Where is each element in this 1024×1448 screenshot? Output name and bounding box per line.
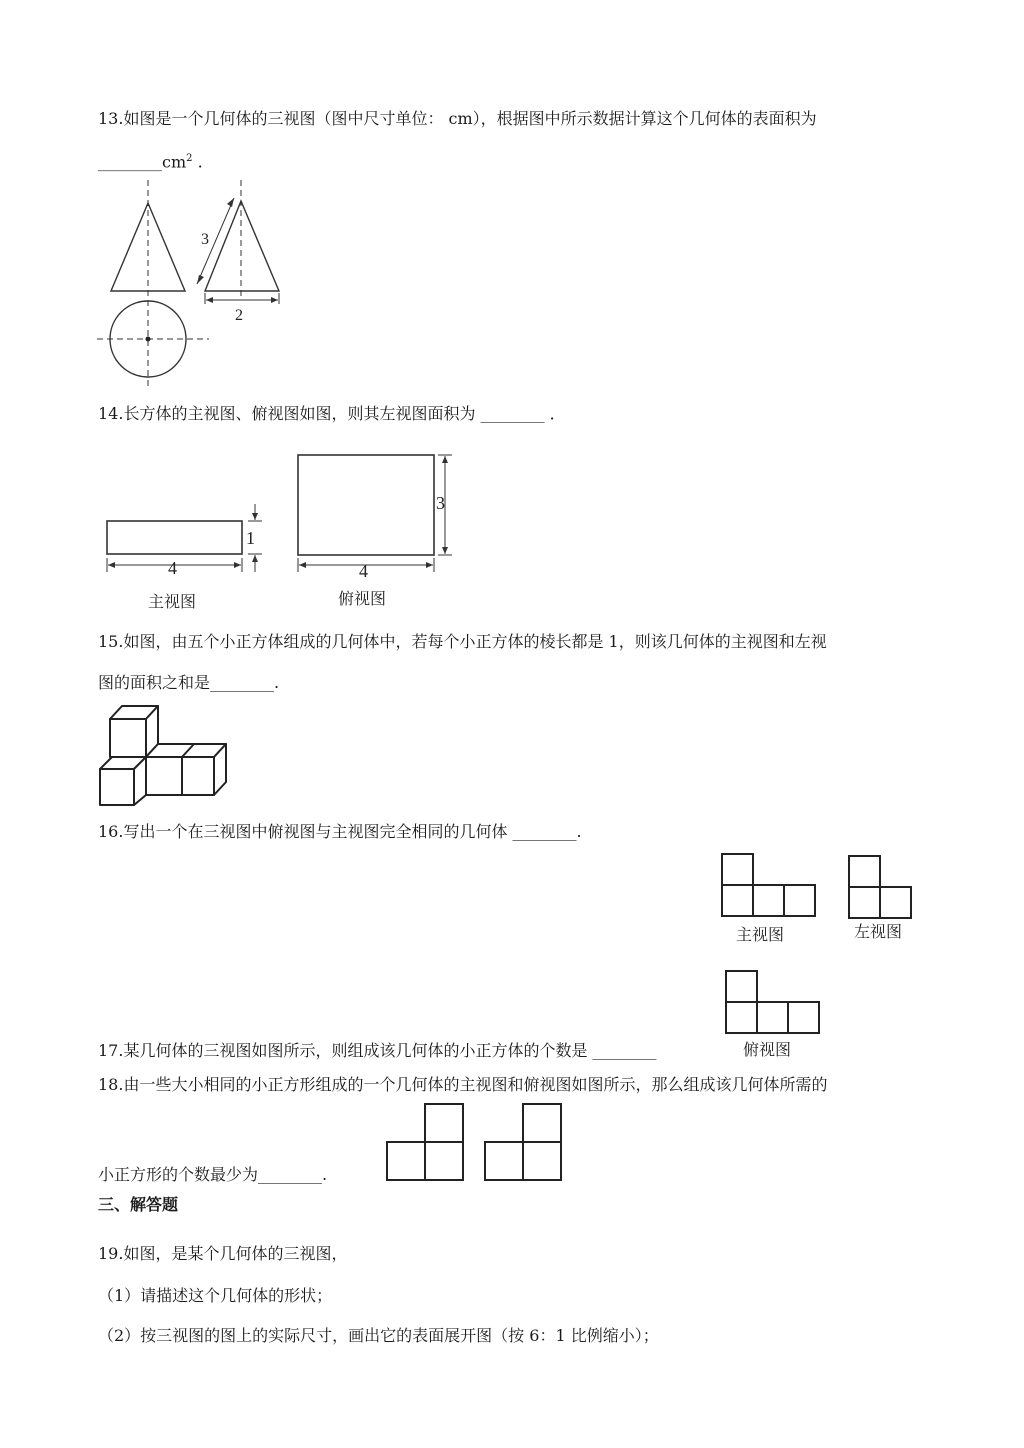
q13-front-view-triangle <box>111 203 185 291</box>
q14-top-caption: 俯视图 <box>338 591 387 608</box>
q17-three-view-figure <box>716 848 916 1064</box>
q19-text: 19.如图，是某个几何体的三视图， <box>98 1244 348 1263</box>
q13-side-view-triangle <box>205 201 279 291</box>
q14-front-arrow-left <box>108 562 115 568</box>
q14-top-view-rect <box>298 455 434 555</box>
q17-top-cell-2 <box>757 1002 788 1033</box>
q13-answer-blank: ________ <box>98 152 162 172</box>
q13-slant-arrow-top <box>227 198 234 207</box>
q15-text-line2: 图的面积之和是________. <box>98 673 280 692</box>
q14-front-arrow-right <box>234 562 241 568</box>
q18-front-cell-1 <box>387 1142 425 1180</box>
q13-end: . <box>197 152 203 172</box>
q14-figure <box>100 448 460 616</box>
q17-text: 17.某几何体的三视图如图所示，则组成该几何体的小正方体的个数是 ________ <box>98 1041 657 1060</box>
q19-item-2: （2）按三视图的图上的实际尺寸，画出它的表面展开图（按 6：1 比例缩小）； <box>98 1326 659 1345</box>
q18-top-cell-top <box>523 1104 561 1142</box>
q17-left-cell-2 <box>880 887 911 918</box>
q14-front-height-label: 1 <box>246 528 255 548</box>
q18-top-cell-2 <box>523 1142 561 1180</box>
q13-base-arrow-left <box>206 297 213 303</box>
q18-top-cell-1 <box>485 1142 523 1180</box>
q14-front-arrow-bottom <box>252 555 258 562</box>
q17-front-cell-3 <box>784 885 815 916</box>
q16-text: 16.写出一个在三视图中俯视图与主视图完全相同的几何体 ________. <box>98 822 582 841</box>
q17-top-cell-top <box>726 971 757 1002</box>
q13-text-line1: 13.如图是一个几何体的三视图（图中尺寸单位： cm），根据图中所示数据计算这个几何体的表面积为 <box>98 109 817 128</box>
q17-left-caption: 左视图 <box>854 924 903 941</box>
q14-top-height-label: 3 <box>436 493 445 513</box>
q15-cube-top-front <box>110 719 146 757</box>
q14-top-arrow-left <box>299 562 306 568</box>
q14-top-width-label: 4 <box>359 561 368 581</box>
q17-front-cell-1 <box>722 885 753 916</box>
q14-front-view-rect <box>107 521 242 554</box>
q17-front-caption: 主视图 <box>736 927 785 944</box>
q15-text-line1: 15.如图，由五个小正方体组成的几何体中，若每个小正方体的棱长都是 1，则该几何体的主视图和左视 <box>98 632 827 651</box>
q14-front-width-label: 4 <box>168 558 177 578</box>
q13-center-dot <box>146 337 151 342</box>
q19-item-1: （1）请描述这个几何体的形状； <box>98 1286 333 1305</box>
section-title: 三、解答题 <box>98 1195 179 1214</box>
q13-base-arrow-right <box>271 297 278 303</box>
q13-slant-arrow-bottom <box>197 275 204 284</box>
q17-top-cell-3 <box>788 1002 819 1033</box>
q14-top-arrow-right <box>426 562 433 568</box>
q15-row-top-face <box>146 744 226 757</box>
q15-cube-middle-front <box>146 757 182 795</box>
q13-unit-exponent: 2 <box>186 153 193 164</box>
q15-cube-figure <box>98 704 230 808</box>
q17-front-cell-top <box>722 854 753 885</box>
q17-left-cell-1 <box>849 887 880 918</box>
q13-slant-label: 3 <box>201 231 209 248</box>
q17-top-caption: 俯视图 <box>743 1042 792 1059</box>
q13-text-line2 <box>98 149 203 172</box>
q14-top-arrow-top <box>442 456 448 463</box>
q18-figure <box>384 1102 568 1184</box>
q14-front-arrow-top <box>252 513 258 520</box>
q15-cube-front-front <box>100 769 134 805</box>
q15-cube-right-front <box>182 757 214 795</box>
q17-top-cell-1 <box>726 1002 757 1033</box>
q14-top-arrow-bottom <box>442 547 448 554</box>
q13-base-label: 2 <box>235 307 243 324</box>
q17-left-cell-top <box>849 856 880 887</box>
q18-text-line2: 小正方形的个数最少为________. <box>98 1165 328 1184</box>
q13-unit: cm <box>162 152 187 172</box>
q13-three-view-figure <box>95 178 295 390</box>
q18-front-cell-top <box>425 1104 463 1142</box>
q14-front-caption: 主视图 <box>148 594 197 611</box>
q18-front-cell-2 <box>425 1142 463 1180</box>
q14-text: 14.长方体的主视图、俯视图如图，则其左视图面积为 ________ ． <box>98 404 566 423</box>
q18-text-line1: 18.由一些大小相同的小正方形组成的一个几何体的主视图和俯视图如图所示，那么组成该几何体所需的 <box>98 1075 828 1094</box>
q17-front-cell-2 <box>753 885 784 916</box>
